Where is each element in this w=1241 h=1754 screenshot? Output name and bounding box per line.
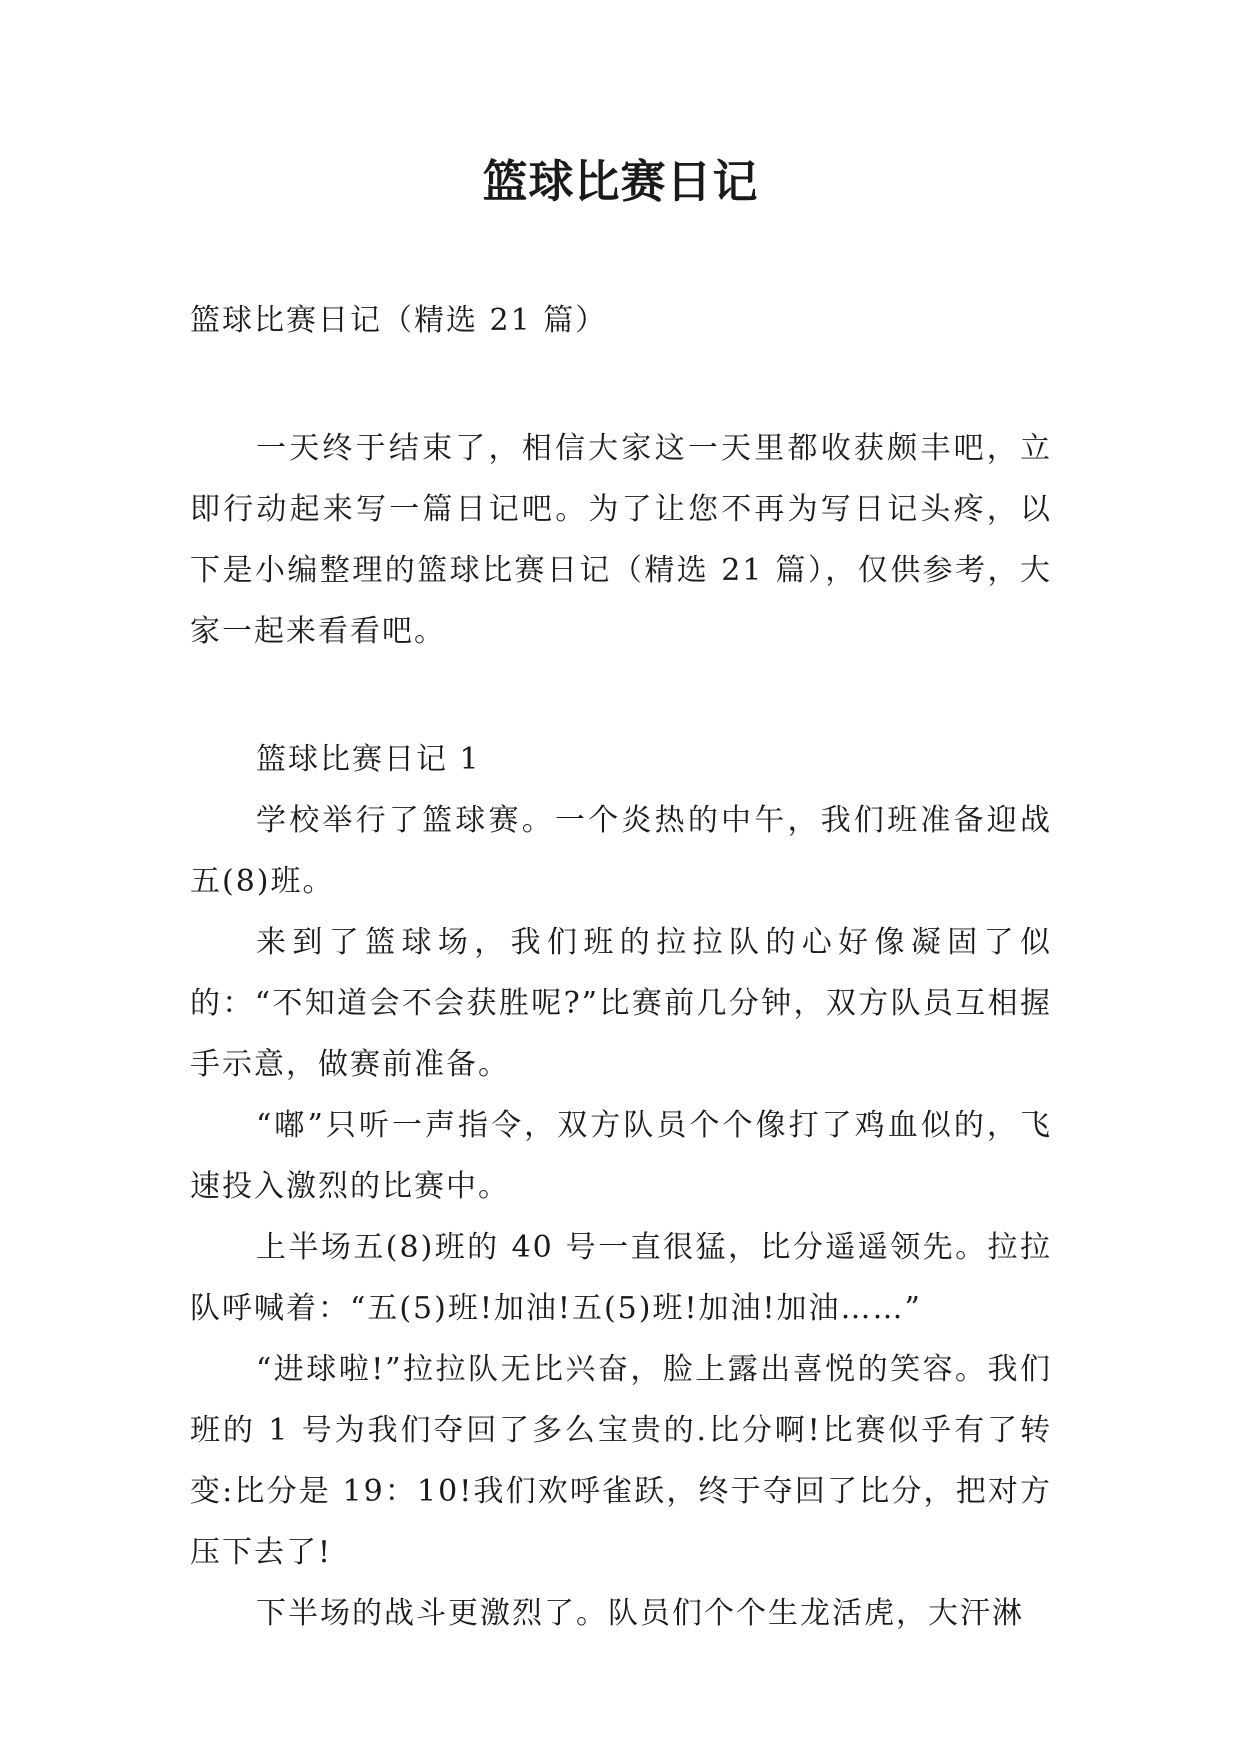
body-paragraph: “嘟”只听一声指令，双方队员个个像打了鸡血似的，飞速投入激烈的比赛中。 <box>190 1108 1052 1204</box>
body-paragraph: 来到了篮球场，我们班的拉拉队的心好像凝固了似的：“不知道会不会获胜呢?”比赛前几分钟，双方队员互相握手示意，做赛前准备。 <box>190 925 1052 1082</box>
body-paragraph: “进球啦!”拉拉队无比兴奋，脸上露出喜悦的笑容。我们班的 1 号为我们夺回了多么宝贵的.比分啊!比赛似乎有了转变:比分是 19：10!我们欢呼雀跃，终于夺回了比分，把对方压下去了! <box>190 1352 1052 1570</box>
intro-paragraph: 一天终于结束了，相信大家这一天里都收获颇丰吧，立即行动起来写一篇日记吧。为了让您不再为写日记头疼，以下是小编整理的篮球比赛日记（精选 21 篇），仅供参考，大家一起来看看吧。 <box>190 431 1052 649</box>
body-paragraph: 学校举行了篮球赛。一个炎热的中午，我们班准备迎战五(8)班。 <box>190 803 1052 899</box>
section-heading: 篮球比赛日记 1 <box>256 742 481 777</box>
body-paragraph: 下半场的战斗更激烈了。队员们个个生龙活虎，大汗淋 <box>256 1596 1024 1631</box>
document-body <box>190 290 1052 1644</box>
document-title: 篮球比赛日记 <box>482 155 759 208</box>
document-subtitle: 篮球比赛日记（精选 21 篇） <box>190 303 608 338</box>
body-paragraph: 上半场五(8)班的 40 号一直很猛，比分遥遥领先。拉拉队呼喊着：“五(5)班!加油!五(5)班!加油!加油……” <box>190 1230 1052 1326</box>
